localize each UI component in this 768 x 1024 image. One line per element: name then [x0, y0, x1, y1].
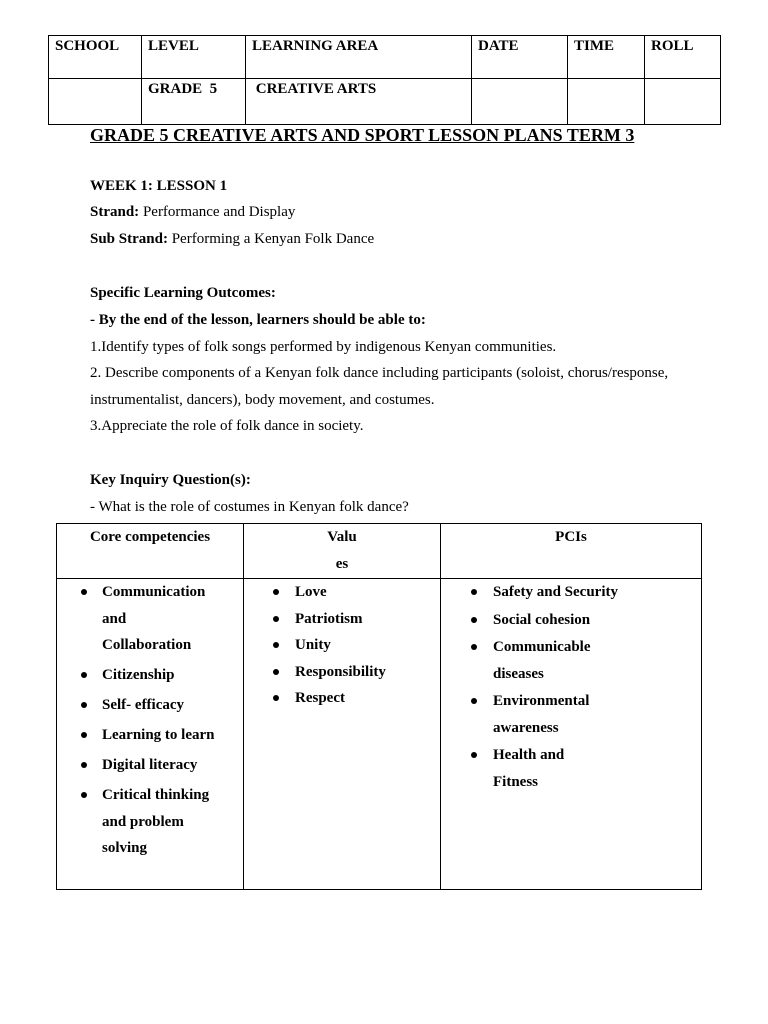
- outcome-item: instrumentalist, dancers), body movement, and costumes.: [90, 392, 435, 408]
- pcis-cell: [441, 579, 702, 890]
- pcis-header: [441, 524, 702, 579]
- core-competency-item-text: and: [102, 610, 127, 627]
- sub-strand-value: Performing a Kenyan Folk Dance: [167, 231, 375, 247]
- bullet-icon: [81, 672, 87, 678]
- pcis-list: [441, 579, 701, 795]
- value-roll: [645, 79, 721, 125]
- pci-item: [493, 742, 701, 795]
- core-competency-item: [102, 782, 243, 862]
- core-competency-item-text: Digital literacy: [102, 757, 198, 773]
- value-school: [49, 79, 142, 125]
- pcis-header-text: PCIs: [555, 529, 587, 545]
- bullet-icon: [471, 617, 477, 623]
- values-cell: [244, 579, 441, 890]
- pci-item-text: diseases: [493, 665, 544, 682]
- value-item-text: Respect: [295, 690, 345, 706]
- pci-item: [493, 607, 701, 634]
- bullet-icon: [81, 702, 87, 708]
- outcome-item: 1.Identify types of folk songs performed by indigenous Kenyan communities.: [90, 339, 557, 355]
- header-school: SCHOOL: [49, 36, 142, 79]
- bullet-icon: [471, 752, 477, 758]
- bullet-icon: [273, 642, 279, 648]
- core-competency-item: [102, 662, 243, 689]
- pci-item-text: Health and: [493, 747, 565, 763]
- bullet-icon: [81, 792, 87, 798]
- value-item: [295, 685, 440, 712]
- core-competency-item: [102, 579, 243, 659]
- value-item-text: Patriotism: [295, 610, 363, 627]
- document-title: GRADE 5 CREATIVE ARTS AND SPORT LESSON PLANS TERM 3: [90, 125, 635, 145]
- pci-item-text: Social cohesion: [493, 611, 591, 628]
- value-item: [295, 659, 440, 686]
- value-learning-area: CREATIVE ARTS: [246, 79, 472, 125]
- values-header: [244, 524, 441, 579]
- core-competency-item-text: Communication: [102, 584, 206, 600]
- core-competency-item-text: Critical thinking: [102, 787, 210, 803]
- bullet-icon: [273, 589, 279, 595]
- header-date: DATE: [472, 36, 568, 79]
- core-competency-item-text: Self- efficacy: [102, 697, 185, 713]
- bullet-icon: [273, 695, 279, 701]
- value-item: [295, 606, 440, 633]
- core-competency-item-text: solving: [102, 840, 148, 856]
- value-item-text: Love: [295, 584, 327, 600]
- strand-label: Strand:: [90, 204, 140, 220]
- bullet-icon: [81, 732, 87, 738]
- values-header-line1: Valu: [327, 529, 357, 545]
- bullet-icon: [273, 669, 279, 675]
- sub-strand-line: [90, 230, 374, 248]
- value-item-text: Unity: [295, 637, 331, 653]
- core-competency-item: [102, 692, 243, 719]
- strand-value: Performance and Display: [139, 204, 296, 220]
- pci-item-text: awareness: [493, 719, 559, 736]
- values-list: [244, 579, 440, 712]
- header-learning-area: LEARNING AREA: [246, 36, 472, 79]
- value-item: [295, 632, 440, 659]
- bullet-icon: [273, 616, 279, 622]
- bullet-icon: [81, 762, 87, 768]
- value-item-text: Responsibility: [295, 663, 386, 680]
- core-competency-item-text: Citizenship: [102, 667, 175, 683]
- outcome-item: 2. Describe components of a Kenyan folk dance including participants (soloist, chorus/response,: [90, 365, 669, 381]
- bullet-icon: [471, 589, 477, 595]
- value-level: GRADE 5: [142, 79, 246, 125]
- bullet-icon: [81, 589, 87, 595]
- core-competency-item-text: Learning to learn: [102, 727, 215, 743]
- outcomes-intro: - By the end of the lesson, learners should be able to:: [90, 312, 426, 328]
- pci-item-text: Fitness: [493, 773, 538, 790]
- bullet-icon: [471, 644, 477, 650]
- pci-item-text: Communicable: [493, 639, 591, 655]
- core-competencies-header-text: Core competencies: [89, 529, 211, 545]
- outcome-item: 3.Appreciate the role of folk dance in society.: [90, 418, 364, 434]
- week-lesson: WEEK 1: LESSON 1: [90, 178, 228, 194]
- values-header-line2: es: [335, 556, 349, 572]
- core-competency-item-text: and problem: [102, 813, 184, 830]
- header-time: TIME: [568, 36, 645, 79]
- strand-line: [90, 203, 295, 221]
- sub-strand-label: Sub Strand:: [90, 231, 168, 247]
- core-competencies-header: [57, 524, 244, 579]
- pci-item-text: Safety and Security: [493, 584, 618, 600]
- pci-item: [493, 579, 701, 606]
- core-competencies-list: [102, 579, 243, 862]
- value-date: [472, 79, 568, 125]
- header-level: LEVEL: [142, 36, 246, 79]
- outcomes-heading: Specific Learning Outcomes:: [90, 285, 276, 301]
- core-competencies-cell: [57, 579, 244, 890]
- inquiry-question: - What is the role of costumes in Kenyan folk dance?: [90, 499, 409, 515]
- value-item: [295, 579, 440, 606]
- core-competency-item-text: Collaboration: [102, 637, 192, 653]
- bullet-icon: [471, 698, 477, 704]
- core-competency-item: [102, 722, 243, 749]
- header-roll: ROLL: [645, 36, 721, 79]
- core-competency-item: [102, 752, 243, 779]
- header-table: [48, 35, 721, 125]
- pci-item: [493, 688, 701, 741]
- pci-item: [493, 634, 701, 687]
- inquiry-heading: Key Inquiry Question(s):: [90, 472, 251, 488]
- pci-item-text: Environmental: [493, 693, 590, 709]
- competency-table: [56, 523, 702, 890]
- value-time: [568, 79, 645, 125]
